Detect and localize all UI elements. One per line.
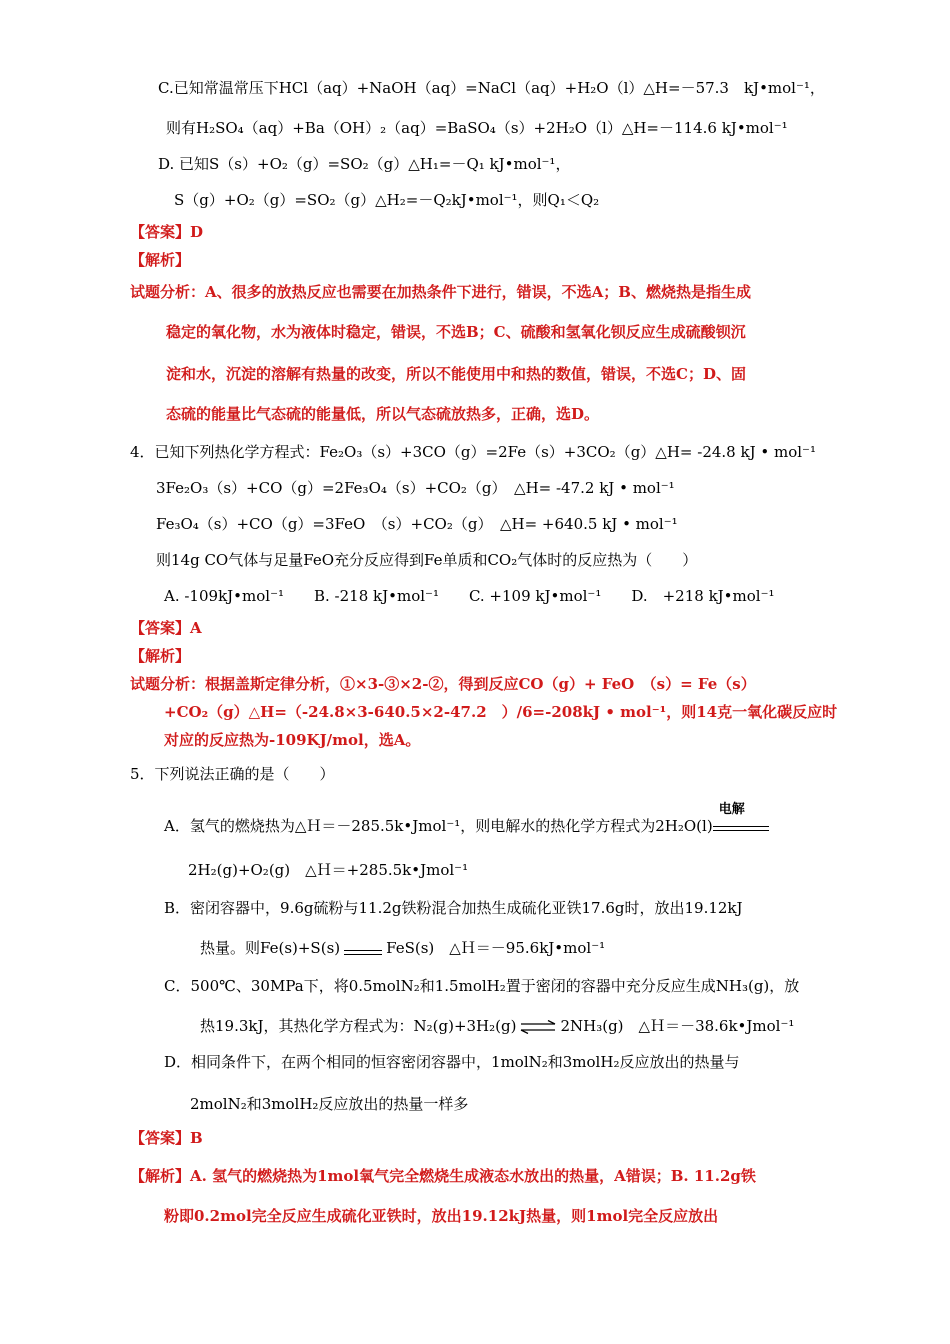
q3-analysis-label: 【解析】 <box>130 251 191 269</box>
q5-analysis-line1 <box>130 1166 756 1186</box>
q3-option-c-line1: C.已知常温常压下HCl（aq）+NaOH（aq）=NaCl（aq）+H₂O（l）△H=－57.3 kJ•mol⁻¹， <box>158 79 825 97</box>
q4-options: A. -109kJ•mol⁻¹ B. -218 kJ•mol⁻¹ C. +109 kJ•mol⁻¹ D. +218 kJ•mol⁻¹ <box>164 587 775 605</box>
q3-option-d-line2: S（g）+O₂（g）=SO₂（g）△H₂=－Q₂kJ•mol⁻¹，则Q₁＜Q₂ <box>174 191 600 209</box>
q5-option-b-text-pre: 热量。则Fe(s)+S(s) <box>200 939 341 957</box>
q5-option-d-line1: D．相同条件下，在两个相同的恒容密闭容器中，1molN₂和3molH₂反应放出的热量与 <box>164 1053 740 1071</box>
electrolysis-arrow-icon <box>713 802 769 836</box>
q5-answer: 【答案】B <box>130 1129 203 1147</box>
q3-analysis-line: 态硫的能量比气态硫的能量低，所以气态硫放热多，正确，选D。 <box>166 405 600 423</box>
q5-option-c-line1: C．500℃、30MPa下，将0.5molN₂和1.5molH₂置于密闭的容器中充分反应生成NH₃(g)，放 <box>164 977 800 995</box>
q5-option-d-line2: 2molN₂和3molH₂反应放出的热量一样多 <box>190 1095 469 1113</box>
q4-analysis-line: +CO₂（g）△H=（-24.8×3-640.5×2-47.2 ）/6=-208kJ • mol⁻¹，则14克一氧化碳反应时 <box>164 703 838 721</box>
q5-option-a-text: A．氢气的燃烧热为△Ｈ＝－285.5k•Jmol⁻¹，则电解水的热化学方程式为2H₂O(l) <box>164 817 713 835</box>
q4-stem: 4．已知下列热化学方程式：Fe₂O₃（s）+3CO（g）=2Fe（s）+3CO₂（g）△H= -24.8 kJ • mol⁻¹ <box>130 443 816 461</box>
q5-option-a-line2: 2H₂(g)+O₂(g) △Ｈ＝+285.5k•Jmol⁻¹ <box>188 861 469 879</box>
q5-option-b-line1: B．密闭容器中，9.6g硫粉与11.2g铁粉混合加热生成硫化亚铁17.6g时，放出19.12kJ <box>164 899 743 917</box>
q3-analysis-line: 稳定的氧化物，水为液体时稳定，错误，不选B；C、硫酸和氢氧化钡反应生成硫酸钡沉 <box>166 323 746 341</box>
q4-analysis-label: 【解析】 <box>130 647 191 665</box>
q5-option-a-line1 <box>164 802 769 836</box>
q5-option-b-line2 <box>200 938 605 958</box>
q3-analysis-line: 淀和水，沉淀的溶解有热量的改变，所以不能使用中和热的数值，错误，不选C；D、固 <box>166 365 746 383</box>
q5-option-c-text-pre: 热19.3kJ，其热化学方程式为：N₂(g)+3H₂(g) <box>200 1017 517 1035</box>
q5-option-c-line2 <box>200 1016 794 1036</box>
q4-analysis-line: 试题分析：根据盖斯定律分析，①×3-③×2-②，得到反应CO（g）+ FeO （s）= Fe（s） <box>130 675 756 693</box>
q5-option-b-text-post: FeS(s) △Ｈ＝－95.6kJ•mol⁻¹ <box>386 939 606 957</box>
q4-answer: 【答案】A <box>130 619 202 637</box>
electrolysis-label: 电解 <box>718 802 745 817</box>
q5-option-c-text-post: 2NH₃(g) △Ｈ＝－38.6k•Jmol⁻¹ <box>560 1017 795 1035</box>
reversible-arrow-icon <box>520 1020 556 1034</box>
q4-equation-3: Fe₃O₄（s）+CO（g）=3FeO （s）+CO₂（g） △H= +640.5 kJ • mol⁻¹ <box>156 515 678 533</box>
q3-answer: 【答案】D <box>130 223 204 241</box>
q3-option-d-line1: D. 已知S（s）+O₂（g）=SO₂（g）△H₁=－Q₁ kJ•mol⁻¹， <box>158 155 571 173</box>
q5-stem: 5．下列说法正确的是（ ） <box>130 765 335 783</box>
q3-option-c-line2: 则有H₂SO₄（aq）+Ba（OH）₂（aq）=BaSO₄（s）+2H₂O（l）△H=－114.6 kJ•mol⁻¹ <box>166 119 788 137</box>
q4-analysis-line: 对应的反应热为-109KJ/mol，选A。 <box>164 731 421 749</box>
q5-analysis-line2: 粉即0.2mol完全反应生成硫化亚铁时，放出19.12kJ热量，则1mol完全反应放出 <box>164 1207 719 1225</box>
equals-sign-icon <box>344 940 382 958</box>
q5-analysis-text: A. 氢气的燃烧热为1mol氧气完全燃烧生成液态水放出的热量，A错误；B. 11.2g铁 <box>190 1167 756 1185</box>
q3-analysis-line: 试题分析：A、很多的放热反应也需要在加热条件下进行，错误，不选A；B、燃烧热是指生成 <box>130 283 751 301</box>
q5-analysis-label: 【解析】 <box>130 1167 191 1185</box>
q4-equation-2: 3Fe₂O₃（s）+CO（g）=2Fe₃O₄（s）+CO₂（g） △H= -47.2 kJ • mol⁻¹ <box>156 479 675 497</box>
q4-question: 则14g CO气体与足量FeO充分反应得到Fe单质和CO₂气体时的反应热为（ ） <box>156 551 698 569</box>
